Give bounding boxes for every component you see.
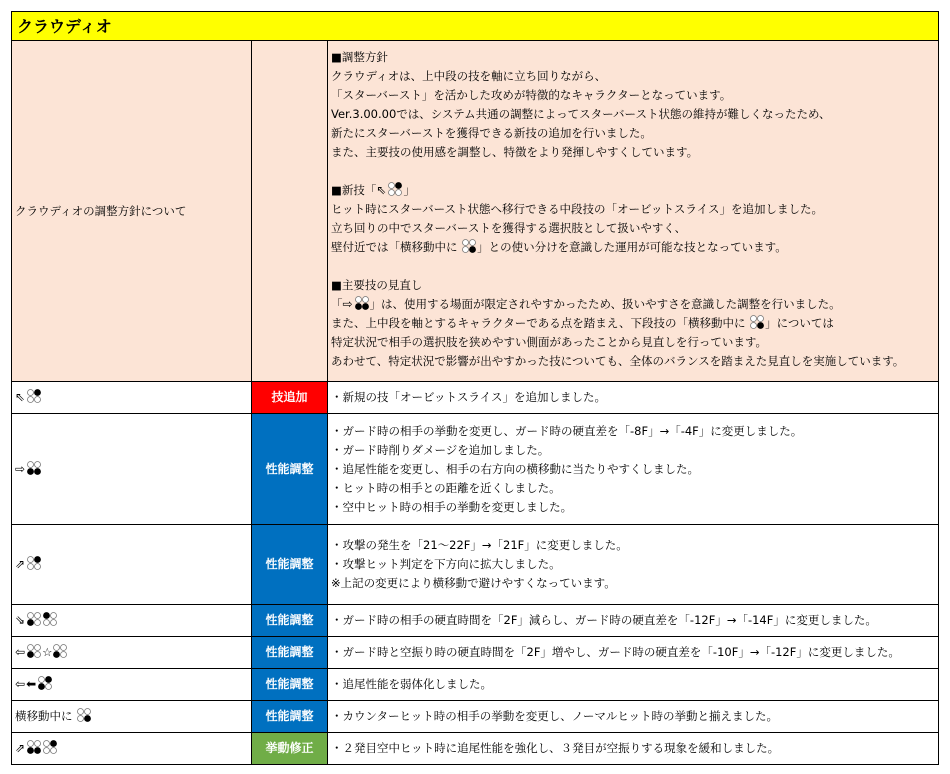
title-row: [12, 12, 939, 41]
text-segment: また、上中段を軸とするキャラクターである点を踏まえ、下段技の「横移動中に: [331, 316, 750, 330]
text-segment: Ver.3.00.00では、システム共通の調整によってスターバースト状態の維持が難しくなったため、: [331, 107, 831, 121]
move-row: [12, 525, 939, 605]
text-segment: 「: [331, 297, 343, 311]
policy-tag-cell: [252, 41, 328, 382]
policy-line: [331, 219, 935, 238]
change-type-badge: 挙動修正: [252, 733, 328, 765]
move-row: [12, 637, 939, 669]
button-0001-icon: [77, 708, 91, 722]
policy-line: [331, 238, 935, 257]
text-segment: 」との使い分けを意識した運用が可能な技となっています。: [477, 240, 787, 254]
button-0010-icon: [27, 644, 41, 658]
move-row: [12, 733, 939, 765]
policy-line: [331, 124, 935, 143]
direction-arrow-icon: ⇦: [15, 645, 26, 659]
button-1000-icon: [43, 612, 57, 626]
change-type-badge: 性能調整: [252, 669, 328, 701]
text-segment: 」については: [765, 316, 834, 330]
policy-label: クラウディオの調整方針について: [12, 41, 252, 382]
direction-arrow-icon: ⇗: [15, 741, 26, 755]
direction-arrow-icon: ⇗: [15, 557, 26, 571]
text-segment: 壁付近では「横移動中に: [331, 240, 462, 254]
policy-text: [328, 41, 939, 382]
policy-line: [331, 162, 935, 181]
change-note: ・攻撃の発生を「21～22F」→「21F」に変更しました。: [331, 538, 628, 552]
text-segment: 「スターバースト」を活かした攻めが特徴的なキャラクターとなっています。: [331, 88, 732, 102]
button-0100-icon: [43, 740, 57, 754]
direction-arrow-icon: ⇨: [342, 297, 353, 311]
move-row: [12, 701, 939, 733]
policy-line: [331, 295, 935, 314]
button-0001-icon: [750, 315, 764, 329]
move-command: [12, 382, 252, 414]
direction-arrow-icon: ⇖: [15, 390, 26, 404]
text-segment: ■主要技の見直し: [331, 278, 423, 292]
move-row: [12, 414, 939, 525]
move-command: [12, 414, 252, 525]
policy-line: [331, 200, 935, 219]
move-row: [12, 382, 939, 414]
move-command: [12, 605, 252, 637]
text-segment: クラウディオは、上中段の技を軸に立ち回りながら、: [331, 69, 607, 83]
policy-row: [12, 41, 939, 382]
policy-line: [331, 257, 935, 276]
change-type-badge: 性能調整: [252, 637, 328, 669]
change-note: ・攻撃ヒット判定を下方向に拡大しました。: [331, 557, 561, 571]
balance-table: [11, 11, 939, 765]
text-segment: 立ち回りの中でスターバーストを獲得する選択肢として扱いやすく、: [331, 221, 687, 235]
button-0011-icon: [27, 740, 41, 754]
move-command: [12, 637, 252, 669]
text-segment: ☆: [42, 645, 53, 659]
policy-line: [331, 314, 935, 333]
direction-arrow-icon: ⇦: [15, 677, 26, 691]
move-command: [12, 525, 252, 605]
button-0100-icon: [27, 389, 41, 403]
policy-line: [331, 105, 935, 124]
policy-line: [331, 352, 935, 371]
text-segment: 」: [403, 183, 415, 197]
text-segment: ■新技「: [331, 183, 377, 197]
change-note: ・ガード時の相手の硬直時間を「2F」減らし、ガード時の硬直差を「-12F」→「-14F」に変更しました。: [331, 613, 877, 627]
button-0010-icon: [53, 644, 67, 658]
change-type-badge: 性能調整: [252, 414, 328, 525]
policy-line: [331, 67, 935, 86]
button-0110-icon: [38, 676, 52, 690]
text-segment: ■調整方針: [331, 50, 388, 64]
change-note: ・ヒット時の相手との距離を近くしました。: [331, 480, 561, 495]
policy-line: [331, 276, 935, 295]
direction-arrow-icon: ⬅: [26, 677, 37, 691]
change-note: ・カウンターヒット時の相手の挙動を変更し、ノーマルヒット時の挙動と揃えました。: [331, 709, 779, 723]
change-note: ・ガード時削りダメージを追加しました。: [331, 442, 550, 457]
policy-line: [331, 143, 935, 162]
change-notes: [328, 733, 939, 765]
character-title: クラウディオ: [12, 12, 939, 41]
move-row: [12, 605, 939, 637]
direction-arrow-icon: ⇘: [15, 613, 26, 627]
change-type-badge: 性能調整: [252, 701, 328, 733]
change-notes: [328, 605, 939, 637]
text-segment: 特定状況で相手の選択肢を狭めやすい側面があったことから見直しを行っています。: [331, 335, 767, 349]
change-notes: [328, 637, 939, 669]
text-segment: ヒット時にスターバースト状態へ移行できる中段技の「オービットスライス」を追加しました。: [331, 202, 823, 216]
change-note: ・新規の技「オービットスライス」を追加しました。: [331, 390, 606, 404]
button-0100-icon: [388, 182, 402, 196]
button-0001-icon: [462, 239, 476, 253]
change-notes: [328, 525, 939, 605]
text-segment: あわせて、特定状況で影響が出やすかった技についても、全体のバランスを踏まえた見直しを実施しています。: [331, 354, 905, 368]
change-note: ・ガード時と空振り時の硬直時間を「2F」増やし、ガード時の硬直差を「-10F」→「-12F」に変更しました。: [331, 645, 900, 659]
direction-arrow-icon: ⇨: [15, 461, 26, 476]
move-command: [12, 733, 252, 765]
change-notes: [328, 382, 939, 414]
change-note: ・ガード時の相手の挙動を変更し、ガード時の硬直差を「-8F」→「-4F」に変更しました。: [331, 423, 803, 438]
change-notes: [328, 701, 939, 733]
change-note: ※上記の変更により横移動で避けやすくなっています。: [331, 576, 616, 590]
button-0100-icon: [27, 556, 41, 570]
policy-line: [331, 86, 935, 105]
change-type-badge: 性能調整: [252, 605, 328, 637]
move-row: [12, 669, 939, 701]
move-list: [12, 382, 939, 765]
move-command: [12, 701, 252, 733]
change-type-badge: 性能調整: [252, 525, 328, 605]
text-segment: 新たにスターバーストを獲得できる新技の追加を行いました。: [331, 126, 652, 140]
policy-line: [331, 48, 935, 67]
policy-line: [331, 333, 935, 352]
move-command: [12, 669, 252, 701]
button-0011-icon: [27, 461, 41, 475]
text-segment: また、主要技の使用感を調整し、特徴をより発揮しやすくしています。: [331, 145, 699, 159]
policy-line: [331, 181, 935, 200]
button-0011-icon: [355, 296, 369, 310]
change-note: ・追尾性能を弱体化しました。: [331, 677, 492, 691]
change-type-badge: 技追加: [252, 382, 328, 414]
change-note: ・空中ヒット時の相手の挙動を変更しました。: [331, 499, 573, 514]
text-segment: 横移動中に: [15, 709, 77, 723]
change-note: ・追尾性能を変更し、相手の右方向の横移動に当たりやすくしました。: [331, 461, 699, 476]
change-notes: [328, 669, 939, 701]
change-notes: [328, 414, 939, 525]
text-segment: 」は、使用する場面が限定されやすかったため、扱いやすさを意識した調整を行いました。: [369, 297, 841, 311]
direction-arrow-icon: ⇖: [376, 183, 387, 197]
button-0010-icon: [27, 612, 41, 626]
change-note: ・２発目空中ヒット時に追尾性能を強化し、３発目が空振りする現象を緩和しました。: [331, 741, 780, 755]
